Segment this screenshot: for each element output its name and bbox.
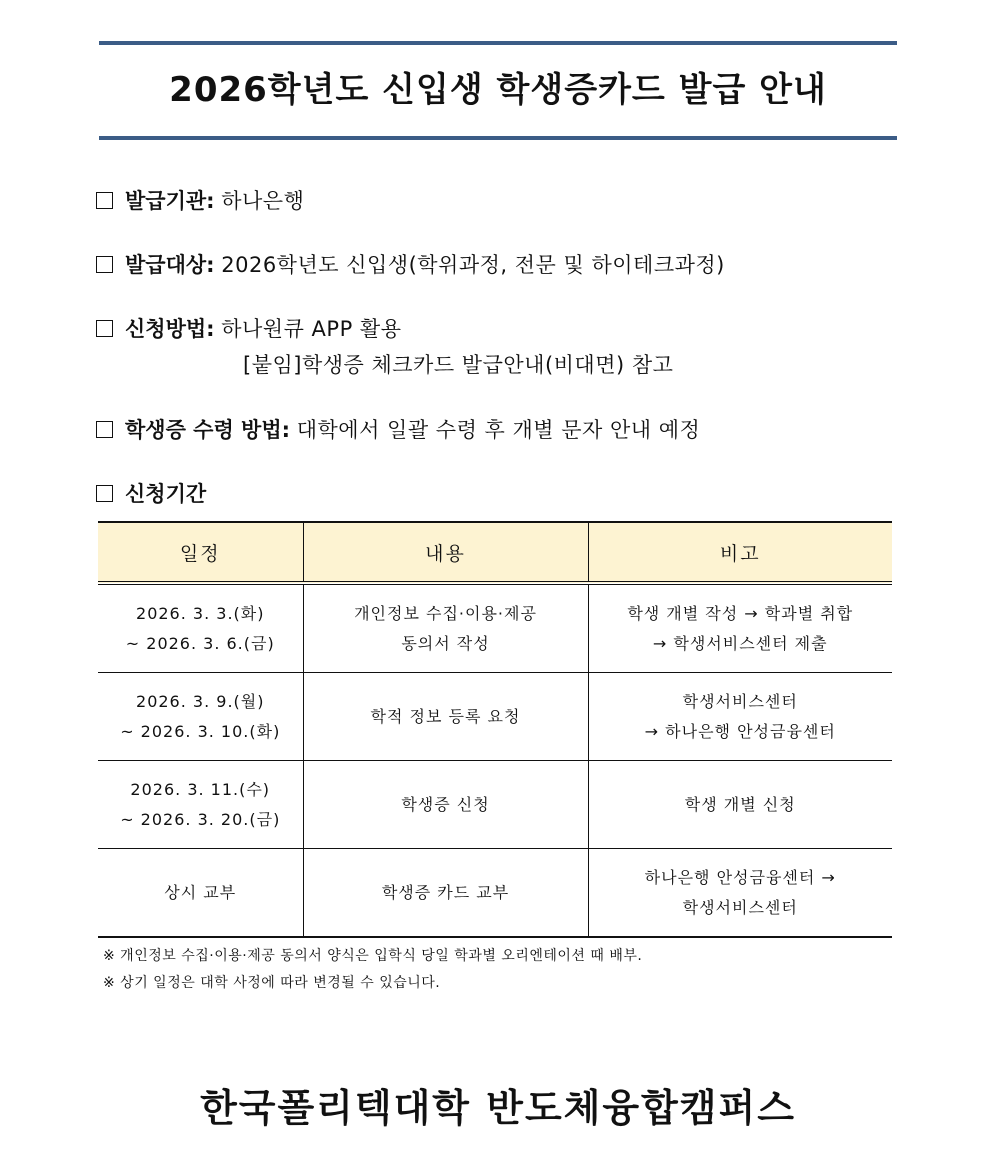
cell-remarks xyxy=(588,761,892,849)
item-key: 발급대상: xyxy=(125,253,215,277)
checkbox-square-icon xyxy=(96,192,113,209)
date-start: 2026. 3. 3.(화) xyxy=(136,603,265,623)
date-end: ~ 2026. 3. 10.(화) xyxy=(120,721,281,741)
schedule-table xyxy=(98,521,892,938)
content-line: 학생증 카드 교부 xyxy=(381,882,510,902)
table-row xyxy=(98,761,892,849)
cell-content xyxy=(303,583,588,673)
item-key: 학생증 수령 방법: xyxy=(125,418,291,442)
date-end: ~ 2026. 3. 6.(금) xyxy=(125,633,275,653)
cell-date xyxy=(98,583,303,673)
checkbox-square-icon xyxy=(96,320,113,337)
remarks-line: 학생서비스센터 xyxy=(682,691,798,711)
remarks-line: → 하나은행 안성금융센터 xyxy=(644,721,836,741)
remarks-line: 하나은행 안성금융센터 → xyxy=(644,867,836,887)
remarks-line: 학생 개별 작성 → 학과별 취합 xyxy=(627,603,854,623)
content-line: 개인정보 수집·이용·제공 xyxy=(354,603,537,623)
table-row xyxy=(98,673,892,761)
date-end: ~ 2026. 3. 20.(금) xyxy=(120,809,281,829)
date-start: 2026. 3. 9.(월) xyxy=(136,691,265,711)
remarks-line: 학생서비스센터 xyxy=(682,897,798,917)
title-top-rule xyxy=(99,41,897,45)
checkbox-square-icon xyxy=(96,485,113,502)
cell-remarks xyxy=(588,849,892,938)
remarks-line: 학생 개별 신청 xyxy=(684,794,796,814)
item-issuer xyxy=(96,185,304,215)
footnote: ※ 상기 일정은 대학 사정에 따라 변경될 수 있습니다. xyxy=(103,975,441,991)
item-target xyxy=(96,249,725,279)
item-key: 발급기관: xyxy=(125,189,215,213)
checkbox-square-icon xyxy=(96,421,113,438)
cell-content xyxy=(303,673,588,761)
item-method xyxy=(96,313,402,343)
cell-content xyxy=(303,761,588,849)
header-remarks: 비고 xyxy=(588,522,892,583)
cell-date xyxy=(98,673,303,761)
item-method-sub: [붙임]학생증 체크카드 발급안내(비대면) 참고 xyxy=(243,353,674,377)
item-value: 대학에서 일괄 수령 후 개별 문자 안내 예정 xyxy=(296,418,701,442)
table-row xyxy=(98,849,892,938)
cell-remarks xyxy=(588,583,892,673)
item-value: 하나은행 xyxy=(221,189,305,213)
cell-date xyxy=(98,849,303,938)
content-line: 학생증 신청 xyxy=(401,794,490,814)
item-value: 2026학년도 신입생(학위과정, 전문 및 하이테크과정) xyxy=(221,253,725,277)
checkbox-square-icon xyxy=(96,256,113,273)
date-start: 2026. 3. 11.(수) xyxy=(130,779,271,799)
header-schedule: 일정 xyxy=(98,522,303,583)
footnote: ※ 개인정보 수집·이용·제공 동의서 양식은 입학식 당일 학과별 오리엔테이션 때 배부. xyxy=(103,948,643,964)
content-line: 동의서 작성 xyxy=(401,633,490,653)
header-content: 내용 xyxy=(303,522,588,583)
table-header-row xyxy=(98,522,892,583)
page-title: 2026학년도 신입생 학생증카드 발급 안내 xyxy=(169,70,827,110)
item-key: 신청기간 xyxy=(125,482,207,506)
item-key: 신청방법: xyxy=(125,317,215,341)
date-start: 상시 교부 xyxy=(164,882,237,902)
cell-date xyxy=(98,761,303,849)
footnotes xyxy=(103,943,642,997)
item-receipt xyxy=(96,414,700,444)
title-bottom-rule xyxy=(99,136,897,140)
institution-name: 한국폴리텍대학 반도체융합캠퍼스 xyxy=(200,1086,796,1130)
item-value: 하나원큐 APP 활용 xyxy=(221,317,402,341)
cell-content xyxy=(303,849,588,938)
item-period xyxy=(96,478,206,508)
content-line: 학적 정보 등록 요청 xyxy=(370,706,521,726)
table-row xyxy=(98,583,892,673)
cell-remarks xyxy=(588,673,892,761)
remarks-line: → 학생서비스센터 제출 xyxy=(652,633,828,653)
